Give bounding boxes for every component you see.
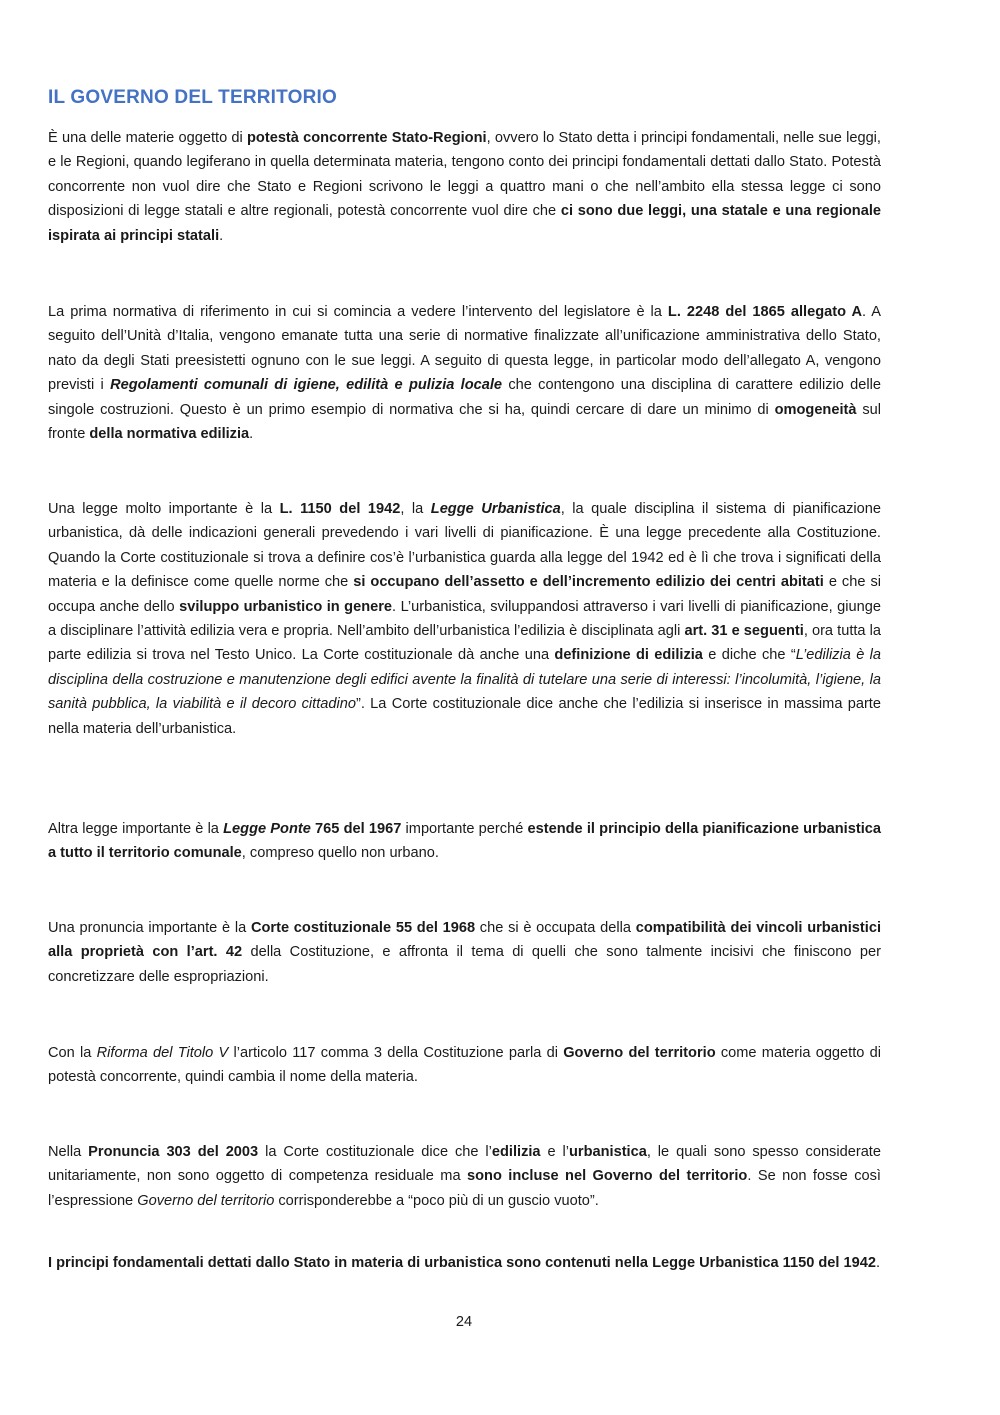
text-run: sul fronte [48, 401, 881, 443]
text-run: estende il principio della pianificazione urbanistica a tutto il territorio comunale [48, 821, 881, 862]
text-run: sviluppo urbanistico in genere [179, 598, 393, 615]
text-run: 765 del 1967 [315, 821, 402, 837]
text-run: . A seguito dell’Unità d’Italia, vengono emanate tutta una serie di normative finalizzate all’unificazione amministrativa dello Stato, nato da degli Stati preesistetti ognuno con le sue leggi. A seguito di questa legge, in particolar modo dell’allegato A, vengono previsti i [48, 304, 882, 394]
text-run: corrisponderebbe a “poco più di un guscio vuoto”. [274, 1192, 599, 1209]
text-run: importante perché [401, 821, 528, 837]
paragraph-potesta-concorrente [48, 126, 881, 248]
text-run: , la [400, 501, 431, 517]
text-run: La prima normativa di riferimento in cui si comincia a vedere l’intervento del legislatore è la [48, 304, 668, 320]
text-run: della normativa edilizia [89, 426, 250, 443]
text-run: sono incluse nel Governo del territorio [467, 1168, 748, 1185]
text-run: Nella [48, 1144, 89, 1160]
text-run: come materia oggetto di potestà concorrente, quindi cambia il nome della materia. [48, 1045, 882, 1086]
text-run: È una delle materie oggetto di [48, 130, 248, 146]
text-run: urbanistica [568, 1144, 647, 1160]
text-run: Pronuncia 303 del 2003 [88, 1144, 259, 1160]
text-run: , ovvero lo Stato detta i principi fondamentali, nelle sue leggi, e le Regioni, quando legiferano in quella determinata materia, tengono conto dei principi fondamentali dettati dallo Stato. Potestà concorrente non vuol dire che Stato e Regioni scrivono le leggi a quattro mani o che nell’ambito ella stessa legge ci sono disposizioni di legge statali e altre regionali, potestà concorrente vuol dire che [48, 130, 881, 220]
paragraph-legge-ponte-1967 [48, 817, 881, 866]
text-run: la Corte costituzionale dice che l’ [258, 1144, 492, 1160]
text-run: I principi fondamentali dettati dallo Stato in materia di urbanistica sono contenuti nella Legge Urbanistica 1150 del 1942 [48, 1255, 876, 1271]
text-run: . L’urbanistica, sviluppandosi attraverso i vari livelli di pianificazione, giunge a disciplinare l’attività edilizia vera e propria. Nell’ambito dell’urbanistica l’edilizia è disciplinata agli [48, 598, 881, 640]
text-run: compatibilità dei vincoli urbanistici alla proprietà con l’art. 42 [48, 920, 882, 961]
text-run: Altra legge importante è la [48, 821, 224, 837]
text-run: . [219, 227, 224, 244]
text-run: ci sono due leggi, una statale e una regionale ispirata ai principi statali [48, 203, 881, 244]
paragraph-legge-1865 [48, 300, 881, 446]
text-run: , compreso quello non urbano. [241, 845, 439, 862]
text-run: Con la [48, 1045, 97, 1061]
text-run: Corte costituzionale 55 del 1968 [250, 920, 476, 936]
text-run: Governo del territorio [563, 1045, 716, 1061]
text-run: . [249, 426, 254, 443]
text-run: Legge Ponte [223, 821, 311, 837]
text-run: L’edilizia è la disciplina della costruzione e manutenzione degli edifici avente la finalità di tutelare una serie di interessi: l’incolumità, l’igiene, la sanità pubblica, la viabilità e il decoro cittadino [48, 647, 882, 713]
text-run: potestà concorrente Stato-Regioni [247, 130, 487, 146]
paragraph-pronuncia-2003 [48, 1140, 881, 1213]
paragraph-riforma-titolo-v [48, 1041, 881, 1090]
text-run: Legge Urbanistica [430, 501, 561, 517]
text-run: e diche che “ [702, 647, 796, 664]
text-run: si occupano dell’assetto e dell’incremento edilizio dei centri abitati [353, 574, 824, 591]
text-run: omogeneità [774, 401, 857, 418]
text-run: che contengono una disciplina di carattere edilizio delle singole costruzioni. Questo è un primo esempio di normativa che si ha, quindi cercare di dare un minimo di [48, 377, 882, 418]
text-run: e che si occupa anche dello [48, 574, 881, 615]
paragraph-corte-costituzionale-1968 [48, 916, 881, 989]
text-run: Una legge molto importante è la [48, 501, 280, 517]
text-run: e l’ [540, 1144, 569, 1160]
text-run: L. 1150 del 1942 [279, 501, 401, 517]
section-title: IL GOVERNO DEL TERRITORIO [48, 87, 337, 108]
text-run: che si è occupata della [475, 920, 636, 936]
text-run: della Costituzione, e affronta il tema di quelli che sono talmente incisivi che finiscono per concretizzare delle espropriazioni. [48, 944, 881, 985]
text-run: , le quali sono spesso considerate unitariamente, non sono oggetto di competenza residuale ma [48, 1144, 881, 1185]
text-run: , ora tutta la parte edilizia si trova nel Testo Unico. La Corte costituzionale dà anche una [48, 623, 881, 664]
text-run: art. 31 e seguenti [684, 623, 804, 640]
paragraph-legge-urbanistica-1942 [48, 497, 881, 741]
text-run: . Se non fosse così l’espressione [48, 1168, 881, 1209]
text-run: ”. La Corte costituzionale dice anche che l’edilizia si inserisce in massima parte nella materia dell’urbanistica. [48, 696, 881, 737]
text-run: Regolamenti comunali di igiene, edilità e pulizia locale [110, 377, 503, 394]
paragraph-principi-fondamentali [48, 1251, 881, 1275]
text-run: L. 2248 del 1865 allegato A [667, 304, 863, 320]
text-run: Una pronuncia importante è la [48, 920, 251, 936]
text-run: , la quale disciplina il sistema di pianificazione urbanistica, dà delle indicazioni generali prevedendo i vari livelli di pianificazione. È una legge precedente alla Costituzione. Quando la Corte costituzionale si trova a definire cos’è l’urbanistica guarda alla legge del 1942 ed è lì che trova i significati della materia e la definisce come quelle norme che [48, 501, 882, 591]
text-run: edilizia [491, 1144, 541, 1160]
text-run: . [875, 1255, 881, 1271]
page-number: 24 [455, 1314, 473, 1330]
text-run: Governo del territorio [137, 1192, 275, 1209]
text-run: definizione di edilizia [554, 647, 703, 664]
text-run: l’articolo 117 comma 3 della Costituzione parla di [228, 1045, 564, 1061]
text-run: Riforma del Titolo V [96, 1045, 229, 1061]
